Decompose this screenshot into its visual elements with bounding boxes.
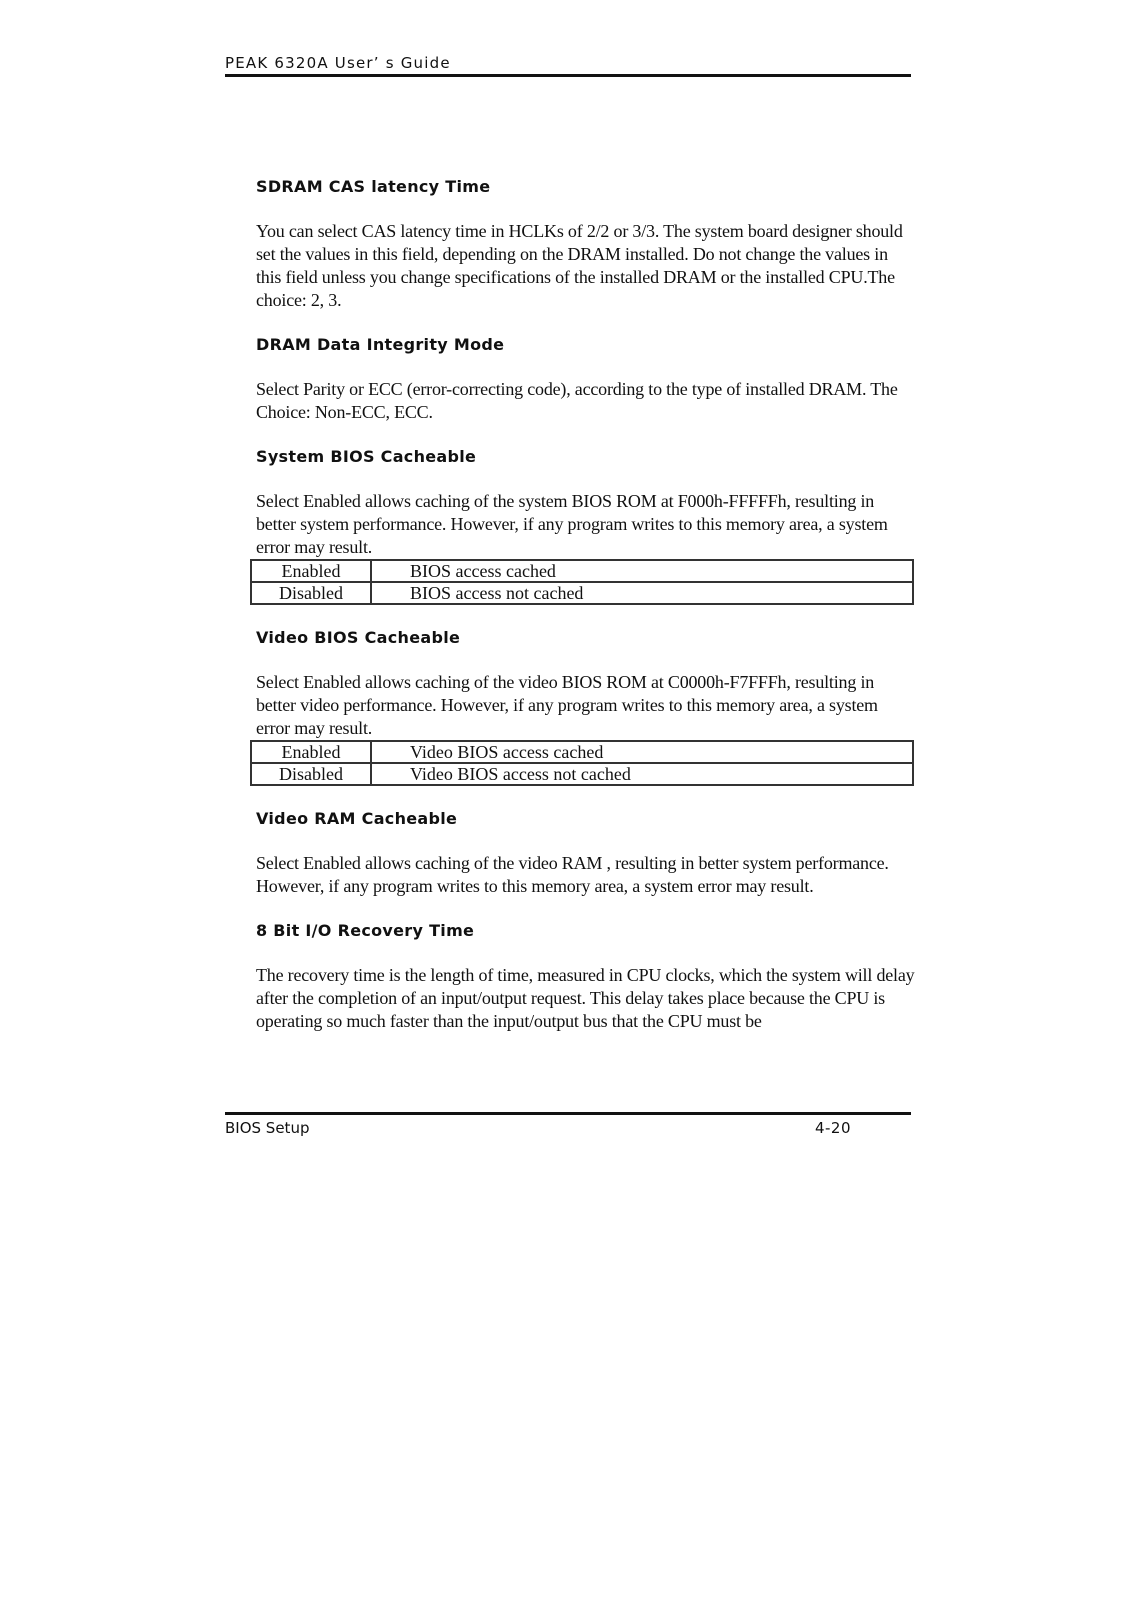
section-8bit-io-recovery: [256, 920, 916, 1033]
page-footer: [225, 1112, 911, 1137]
section-body: Select Enabled allows caching of the system BIOS ROM at F000h-FFFFFh, resulting in better system performance. However, if any program writes to this memory area, a system error may result.: [256, 491, 888, 557]
page-number: 4-20: [814, 1119, 851, 1137]
section-sdram-cas-latency: [256, 176, 916, 312]
section-video-ram-cacheable: [256, 808, 916, 898]
section-body: You can select CAS latency time in HCLKs of 2/2 or 3/3. The system board designer should set the values in this field, depending on the DRAM installed. Do not change the values in this field unless you change specifications of the installed DRAM or the installed CPU.The choice: 2, 3.: [256, 221, 903, 310]
section-body: The recovery time is the length of time, measured in CPU clocks, which the system will delay after the completion of an input/output request. This delay takes place because the CPU is operating so much faster than the input/output bus that the CPU must be: [256, 965, 915, 1031]
section-body: Select Enabled allows caching of the video RAM , resulting in better system performance. However, if any program writes to this memory area, a system error may result.: [256, 853, 889, 896]
options-table: [250, 559, 914, 605]
option-key: Enabled: [251, 741, 371, 763]
option-value: BIOS access cached: [371, 560, 913, 582]
header-title: PEAK 6320A User’ s Guide: [225, 54, 451, 72]
option-key: Disabled: [251, 763, 371, 785]
option-value: Video BIOS access not cached: [371, 763, 913, 785]
footer-section: BIOS Setup: [225, 1119, 310, 1137]
section-heading: Video BIOS Cacheable: [256, 628, 461, 647]
table-row: [251, 763, 913, 785]
option-key: Enabled: [251, 560, 371, 582]
option-key: Disabled: [251, 582, 371, 604]
page-content: [256, 176, 916, 1055]
section-video-bios-cacheable: [256, 627, 916, 786]
section-heading: Video RAM Cacheable: [256, 809, 458, 828]
section-body: Select Enabled allows caching of the video BIOS ROM at C0000h-F7FFFh, resulting in better video performance. However, if any program writes to this memory area, a system error may result.: [256, 672, 878, 738]
section-system-bios-cacheable: [256, 446, 916, 605]
table-row: [251, 560, 913, 582]
page-header: [225, 54, 911, 77]
section-heading: DRAM Data Integrity Mode: [256, 335, 505, 354]
section-heading: SDRAM CAS latency Time: [256, 177, 491, 196]
table-row: [251, 741, 913, 763]
section-heading: 8 Bit I/O Recovery Time: [256, 921, 475, 940]
table-row: [251, 582, 913, 604]
option-value: Video BIOS access cached: [371, 741, 913, 763]
section-body: Select Parity or ECC (error-correcting code), according to the type of installed DRAM. The Choice: Non-ECC, ECC.: [256, 379, 898, 422]
option-value: BIOS access not cached: [371, 582, 913, 604]
options-table: [250, 740, 914, 786]
section-dram-data-integrity: [256, 334, 916, 424]
section-heading: System BIOS Cacheable: [256, 447, 477, 466]
